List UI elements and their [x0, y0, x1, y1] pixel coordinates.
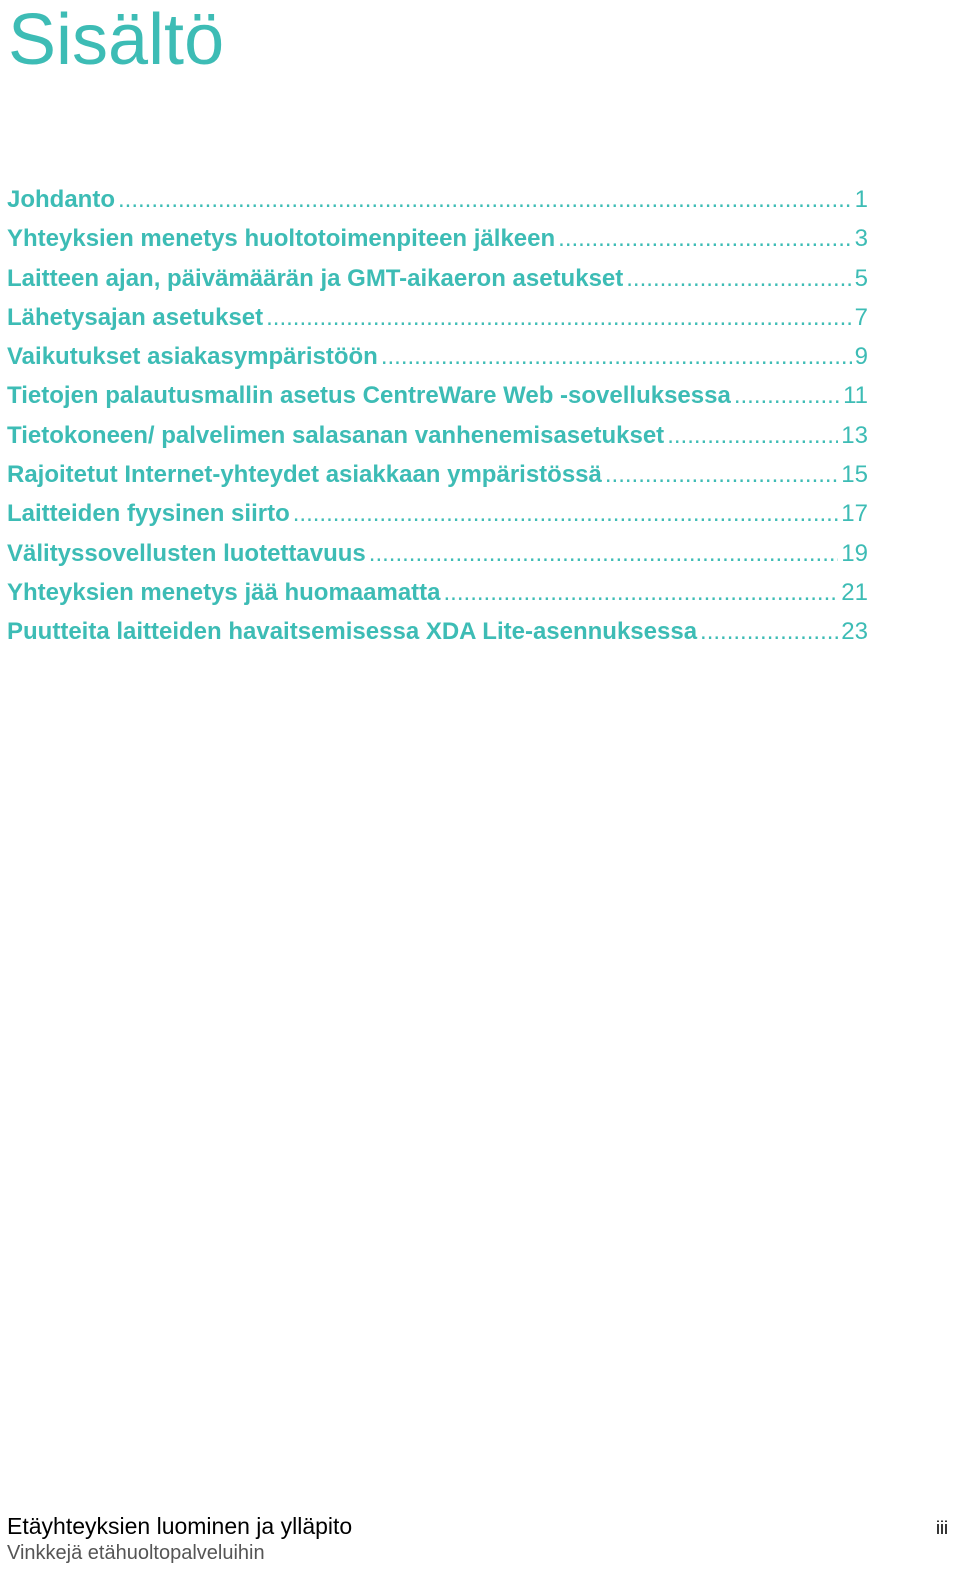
toc-dot-leader: [734, 376, 840, 415]
toc-entry-salasanan-vanheneminen[interactable]: [7, 416, 868, 455]
toc-entry-page: 11: [843, 382, 868, 410]
toc-dot-leader: [369, 534, 839, 573]
toc-entry-label: Lähetysajan asetukset: [7, 303, 264, 331]
toc-dot-leader: [626, 259, 851, 298]
table-of-contents: [7, 180, 868, 652]
toc-entry-label: Tietokoneen/ palvelimen salasanan vanhenemisasetukset: [7, 421, 665, 449]
toc-entry-laitteen-aika-asetukset[interactable]: [7, 259, 868, 298]
toc-entry-label: Johdanto: [7, 186, 115, 213]
toc-dot-leader: [118, 180, 852, 219]
toc-dot-leader: [667, 416, 838, 455]
footer-document-title: Etäyhteyksien luominen ja ylläpito: [7, 1513, 353, 1539]
toc-dot-leader: [444, 573, 839, 612]
toc-entry-menetys-huomaamatta[interactable]: [7, 573, 868, 612]
toc-dot-leader: [605, 455, 838, 494]
toc-entry-page: 19: [841, 539, 868, 567]
toc-dot-leader: [293, 494, 839, 533]
toc-entry-page: 9: [854, 343, 868, 371]
footer-page-number: iii: [936, 1518, 948, 1538]
toc-entry-label: Laitteiden fyysinen siirto: [7, 500, 290, 528]
toc-entry-label: Yhteyksien menetys huoltotoimenpiteen jälkeen: [7, 225, 556, 253]
toc-dot-leader: [266, 298, 852, 337]
toc-entry-tietojen-palautusmalli[interactable]: [7, 376, 868, 415]
toc-dot-leader: [558, 219, 851, 258]
toc-entry-yhteyksien-menetys-huolto[interactable]: [7, 219, 868, 258]
toc-entry-label: Laitteen ajan, päivämäärän ja GMT-aikaeron asetukset: [7, 264, 624, 292]
toc-entry-label: Tietojen palautusmallin asetus CentreWare Web -sovelluksessa: [7, 382, 731, 410]
toc-entry-page: 5: [854, 264, 868, 292]
footer-document-subtitle: Vinkkejä etähuoltopalveluihin: [7, 1542, 265, 1564]
toc-entry-valityssovellukset[interactable]: [7, 534, 868, 573]
page-footer: [7, 1512, 948, 1572]
toc-entry-lahetysajan-asetukset[interactable]: [7, 298, 868, 337]
toc-dot-leader: [700, 612, 838, 651]
toc-entry-page: 15: [841, 461, 868, 489]
toc-entry-label: Vaikutukset asiakasympäristöön: [7, 343, 378, 371]
toc-entry-xda-lite[interactable]: [7, 612, 868, 651]
toc-entry-page: 21: [841, 578, 868, 606]
toc-entry-label: Yhteyksien menetys jää huomaamatta: [7, 578, 441, 606]
toc-entry-rajoitetut-yhteydet[interactable]: [7, 455, 868, 494]
toc-entry-page: 1: [854, 186, 868, 213]
toc-entry-page: 23: [841, 618, 868, 646]
toc-entry-vaikutukset[interactable]: [7, 337, 868, 376]
toc-entry-page: 13: [841, 421, 868, 449]
toc-entry-label: Puutteita laitteiden havaitsemisessa XDA Lite-asennuksessa: [7, 618, 698, 646]
toc-dot-leader: [381, 337, 852, 376]
toc-entry-johdanto[interactable]: [7, 180, 868, 219]
toc-entry-label: Välityssovellusten luotettavuus: [7, 539, 366, 567]
toc-entry-fyysinen-siirto[interactable]: [7, 494, 868, 533]
toc-entry-label: Rajoitetut Internet-yhteydet asiakkaan ympäristössä: [7, 461, 602, 489]
page-title: Sisältö: [8, 0, 225, 80]
toc-entry-page: 7: [854, 303, 868, 331]
toc-entry-page: 17: [841, 500, 868, 528]
toc-entry-page: 3: [854, 225, 868, 253]
